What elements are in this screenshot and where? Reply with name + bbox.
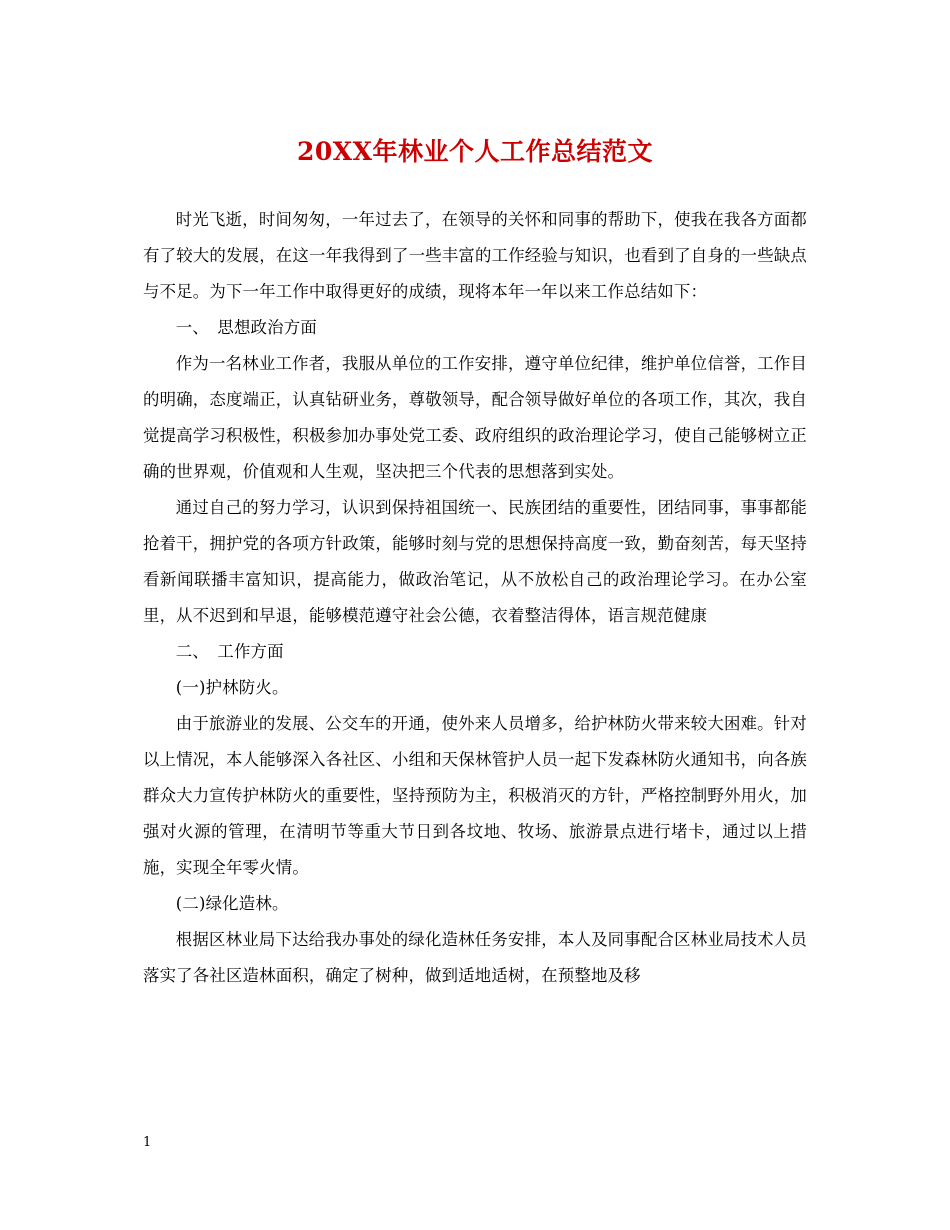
paragraph-afforestation: 根据区林业局下达给我办事处的绿化造林任务安排，本人及同事配合区林业局技术人员落实了各社区造林面积，确定了树种，做到适地适树，在预整地及移 [143,930,807,985]
paragraph-political-1: 作为一名林业工作者，我服从单位的工作安排，遵守单位纪律，维护单位信誉，工作目的明确，态度端正，认真钻研业务，尊敬领导，配合领导做好单位的各项工作，其次，我自觉提高学习积极性，积极参加办事处党工委、政府组织的政治理论学习，使自己能够树立正确的世界观，价值观和人生观，坚决把三个代表的思想落到实处。 [143,354,807,481]
document-body [143,202,807,994]
paragraph-intro: 时光飞逝，时间匆匆，一年过去了，在领导的关怀和同事的帮助下，使我在我各方面都有了较大的发展，在这一年我得到了一些丰富的工作经验与知识，也看到了自身的一些缺点与不足。为下一年工作中取得更好的成绩，现将本年一年以来工作总结如下： [143,210,807,301]
paragraph-fire-prevention: 由于旅游业的发展、公交车的开通，使外来人员增多，给护林防火带来较大困难。针对以上情况，本人能够深入各社区、小组和天保林管护人员一起下发森林防火通知书，向各族群众大力宣传护林防火的重要性，坚持预防为主，积极消灭的方针，严格控制野外用火，加强对火源的管理，在清明节等重大节日到各坟地、牧场、旅游景点进行堵卡，通过以上措施，实现全年零火情。 [143,714,807,877]
subheading-fire-prevention: (一)护林防火。 [175,678,289,697]
section-heading-political: 一、 思想政治方面 [175,318,317,337]
subheading-afforestation: (二)绿化造林。 [175,894,289,913]
document-title: 20XX年林业个人工作总结范文 [296,137,654,166]
paragraph-political-2: 通过自己的努力学习，认识到保持祖国统一、民族团结的重要性，团结同事，事事都能抢着干，拥护党的各项方针政策，能够时刻与党的思想保持高度一致，勤奋刻苦，每天坚持看新闻联播丰富知识，提高能力，做政治笔记，从不放松自己的政治理论学习。在办公室里，从不迟到和早退，能够模范遵守社会公德，衣着整洁得体，语言规范健康 [143,498,807,625]
page-number: 1 [143,1135,152,1150]
section-heading-work: 二、 工作方面 [175,642,284,661]
